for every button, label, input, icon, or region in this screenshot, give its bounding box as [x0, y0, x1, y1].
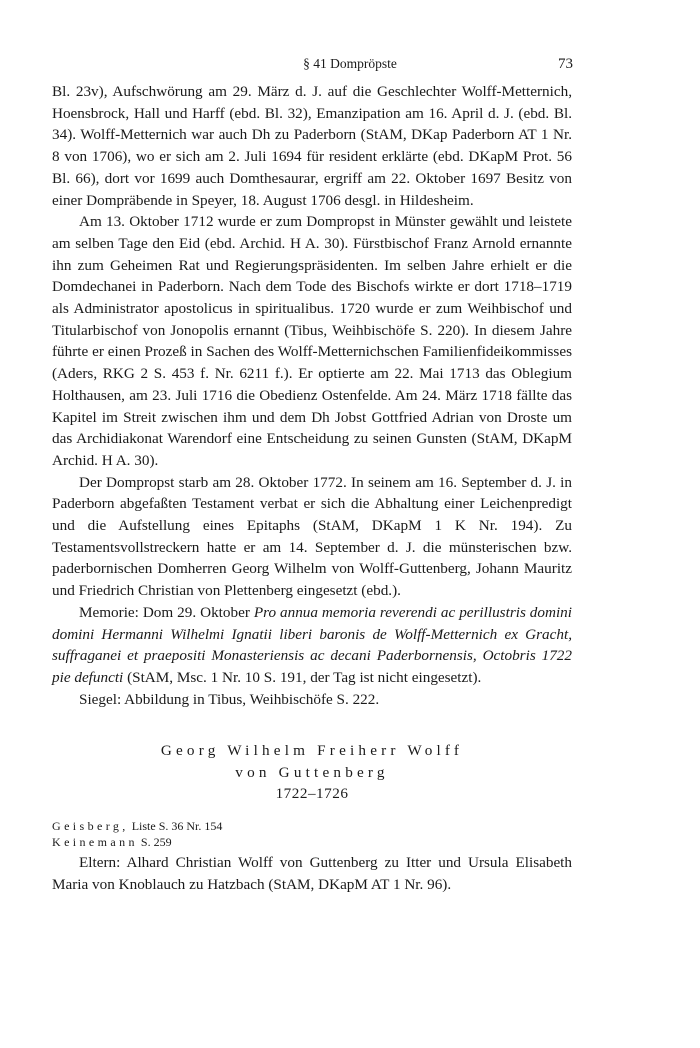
memorie-lead: Memorie: Dom 29. Oktober — [79, 603, 254, 621]
literature-author: Geisberg, — [52, 818, 129, 833]
paragraph-siegel: Siegel: Abbildung in Tibus, Weihbischöfe S. 222. — [79, 690, 380, 708]
literature-item — [52, 818, 572, 834]
running-header — [0, 56, 700, 76]
paragraph-career-continued: Bl. 23v), Aufschwörung am 29. März d. J. auf die Geschlechter Wolff-Metternich, Hoensbrock, Hall und Harff (ebd. Bl. 32), Emanzipation am 16. April d. J. (ebd. Bl. 34). Wolff-Metternich war auch Dh zu Paderborn (StAM, DKap Paderborn AT 1 Nr. 8 von 1706), wo er sich am 2. Juli 1694 für resident erklärte (ebd. DKapM Prot. 56 Bl. 66), dort vor 1699 auch Domthesaurar, ergriff am 22. Oktober 1697 Besitz von einer Dompräbende in Speyer, 18. August 1706 desgl. in Hildesheim. — [52, 83, 572, 209]
running-title: § 41 Dompröpste — [303, 56, 397, 71]
memorie-tail: (StAM, Msc. 1 Nr. 10 S. 191, der Tag ist nicht eingesetzt). — [123, 668, 482, 686]
entry-name-line1: Georg Wilhelm Freiherr Wolff — [160, 742, 464, 760]
paragraph-eltern: Eltern: Alhard Christian Wolff von Guttenberg zu Itter und Ursula Elisabeth Maria von Knoblauch zu Hatzbach (StAM, DKapM AT 1 Nr. 96). — [52, 853, 572, 893]
entry-years: 1722–1726 — [275, 785, 349, 803]
literature-item — [52, 834, 572, 850]
entry-heading — [52, 740, 572, 805]
paragraph-dompropst-election: Am 13. Oktober 1712 wurde er zum Dompropst in Münster gewählt und leistete am selben Tage den Eid (ebd. Archid. H A. 30). Fürstbischof Franz Arnold ernannte ihn zum Geheimen Rat und Regierungspräsidenten. Im selben Jahre erhielt er die Domdechanei in Paderborn. Nach dem Tode des Bischofs wirkte er dort 1718–1719 als Administrator apostolicus in spiritualibus. 1720 wurde er zum Weihbischof und Titularbischof von Jonopolis ernannt (Tibus, Weihbischöfe S. 220). In diesem Jahre führte er einen Prozeß in Sachen des Wolff-Metternichschen Familienfideikommisses (Aders, RKG 2 S. 453 f. Nr. 6211 f.). Er optierte am 22. Mai 1713 das Oblegium Holthausen, am 23. Juli 1716 die Obedienz Ostenfelde. Am 24. März 1718 fällte das Kapitel im Streit zwischen ihm und dem Dh Jobst Gottfried Adrian von Droste um das Archidiakonat Warendorf eine Entscheidung zu seinen Gunsten (StAM, DKapM Archid. H A. 30). — [52, 213, 572, 469]
paragraph-memorie — [52, 602, 572, 689]
body-text — [52, 81, 572, 895]
literature-list — [52, 818, 572, 850]
literature-ref: Liste S. 36 Nr. 154 — [131, 818, 223, 833]
entry-name-line2: von Guttenberg — [235, 763, 389, 781]
page-number: 73 — [558, 56, 573, 72]
literature-author: Keinemann — [52, 834, 138, 849]
literature-ref: S. 259 — [140, 834, 172, 849]
paragraph-death-testament: Der Dompropst starb am 28. Oktober 1772. In seinem am 16. September d. J. in Paderborn abgefaßten Testament verbat er sich die Abhaltung einer Leichenpredigt und die Aufstellung eines Epitaphs (StAM, DKapM 1 K Nr. 194). Zu Testamentsvollstreckern hatte er am 14. September d. J. die münsterischen bzw. paderbornischen Domherren Georg Wilhelm von Wolff-Guttenberg, Johann Mauritz und Friedrich Christian von Plettenberg eingesetzt (ebd.). — [52, 473, 572, 600]
memorie-latin-text: Pro annua memoria reverendi ac perillustris domini domini Hermanni Wilhelmi Ignatii liberi baronis de Wolff-Metternich ex Gracht, suffraganei et praepositi Monasteriensis ac decani Paderbornensis, Octobris 1722 pie defuncti — [52, 603, 572, 686]
